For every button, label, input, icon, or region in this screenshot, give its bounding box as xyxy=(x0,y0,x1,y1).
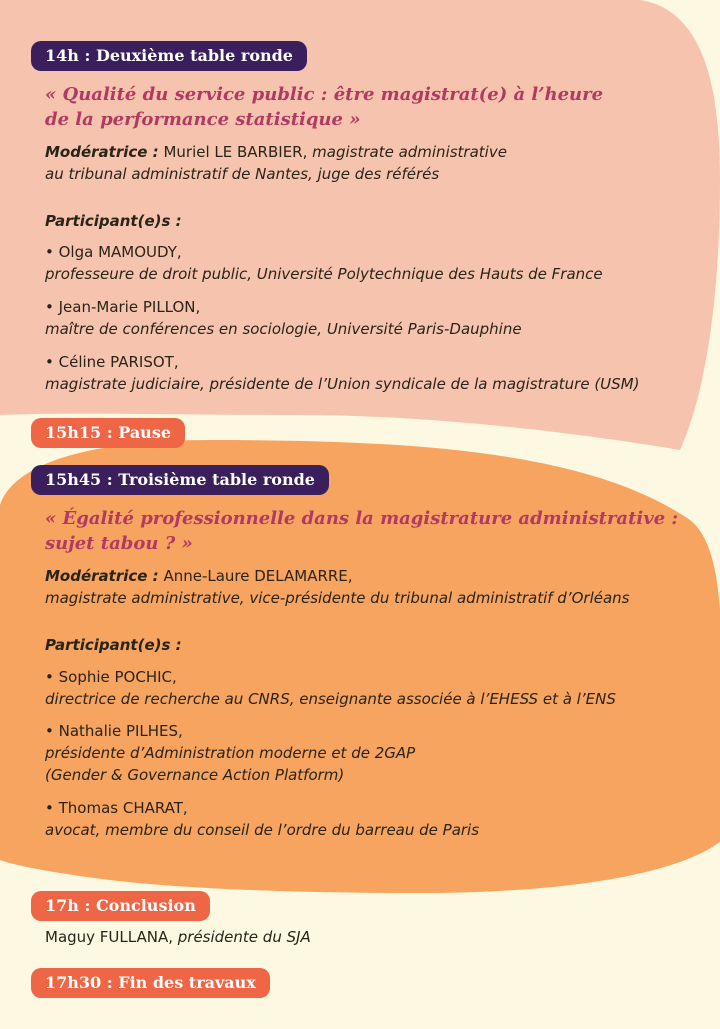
participant-name: • Sophie POCHIC, xyxy=(45,668,177,686)
participant-role: avocat, membre du conseil de l’ordre du barreau de Paris xyxy=(45,821,480,839)
session3-moderator xyxy=(45,565,629,609)
moderator-role-continued: au tribunal administratif de Nantes, juge des référés xyxy=(45,165,440,183)
pause-time-badge: 15h15 : Pause xyxy=(31,418,185,448)
session3-participants xyxy=(45,634,182,656)
session3-title-line-2: sujet tabou ? » xyxy=(45,533,193,554)
participant-name: • Jean-Marie PILLON, xyxy=(45,298,201,316)
participant-name: • Olga MAMOUDY, xyxy=(45,243,182,261)
session2-participants xyxy=(45,210,182,232)
moderator-label: Modératrice : xyxy=(45,143,159,161)
participant-role-continued: (Gender & Governance Action Platform) xyxy=(45,766,345,784)
session3-title-line-1: « Égalité professionnelle dans la magistrature administrative : xyxy=(45,508,679,529)
speaker-name: Maguy FULLANA, xyxy=(45,928,173,946)
participants-label: Participant(e)s : xyxy=(45,636,182,654)
participant-role: magistrate judiciaire, présidente de l’Union syndicale de la magistrature (USM) xyxy=(45,375,640,393)
participant-item xyxy=(45,241,603,285)
participant-item xyxy=(45,296,522,340)
session3-title xyxy=(45,506,678,556)
participant-name: • Thomas CHARAT, xyxy=(45,799,188,817)
participant-role: directrice de recherche au CNRS, enseignante associée à l’EHESS et à l’ENS xyxy=(45,690,616,708)
participant-name: • Céline PARISOT, xyxy=(45,353,179,371)
moderator-name: Anne-Laure DELAMARRE, xyxy=(163,567,353,585)
participant-name: • Nathalie PILHES, xyxy=(45,722,183,740)
moderator-role: magistrate administrative, vice-présidente du tribunal administratif d’Orléans xyxy=(45,589,630,607)
participant-role: présidente d’Administration moderne et de 2GAP xyxy=(45,744,416,762)
moderator-label: Modératrice : xyxy=(45,567,159,585)
session2-title-line-1: « Qualité du service public : être magistrat(e) à l’heure xyxy=(45,84,604,105)
participant-item xyxy=(45,351,639,395)
end-time-badge: 17h30 : Fin des travaux xyxy=(31,968,270,998)
conclusion-time-badge: 17h : Conclusion xyxy=(31,891,210,921)
participant-role: professeure de droit public, Université Polytechnique des Hauts de France xyxy=(45,265,603,283)
participant-role: maître de conférences en sociologie, Université Paris-Dauphine xyxy=(45,320,522,338)
participant-item xyxy=(45,720,415,786)
conclusion-speaker xyxy=(45,926,311,948)
session2-time-badge: 14h : Deuxième table ronde xyxy=(31,41,307,71)
speaker-role: présidente du SJA xyxy=(177,928,311,946)
session3-time-badge: 15h45 : Troisième table ronde xyxy=(31,465,329,495)
session2-title-line-2: de la performance statistique » xyxy=(45,109,361,130)
moderator-name: Muriel LE BARBIER, xyxy=(163,143,308,161)
session2-title xyxy=(45,82,603,132)
participant-item xyxy=(45,797,479,841)
session2-moderator xyxy=(45,141,507,185)
participants-label: Participant(e)s : xyxy=(45,212,182,230)
participant-item xyxy=(45,666,616,710)
moderator-role: magistrate administrative xyxy=(312,143,507,161)
